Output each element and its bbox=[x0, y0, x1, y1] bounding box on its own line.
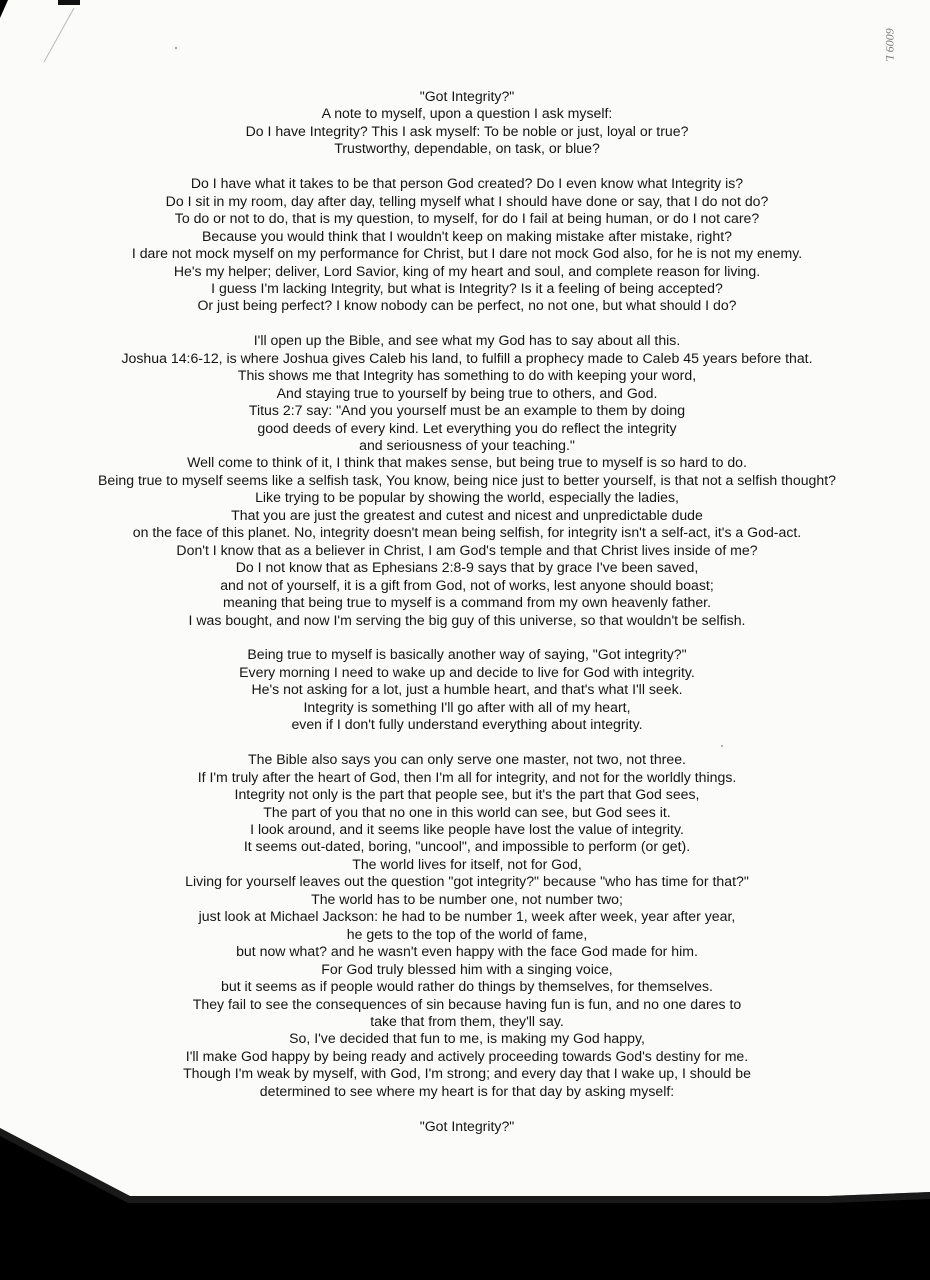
text-line: take that from them, they'll say. bbox=[370, 1012, 564, 1029]
text-line: It seems out-dated, boring, "uncool", and impossible to perform (or get). bbox=[243, 838, 691, 855]
text-line: A note to myself, upon a question I ask myself: bbox=[321, 105, 613, 122]
text-line: and seriousness of your teaching." bbox=[359, 437, 575, 454]
text-line: Joshua 14:6-12, is where Joshua gives Caleb his land, to fulfill a prophecy made to Caleb 45 years before that. bbox=[121, 349, 813, 366]
text-line: Like trying to be popular by showing the world, especially the ladies, bbox=[255, 489, 679, 506]
text-line: Well come to think of it, I think that makes sense, but being true to myself is so hard to do. bbox=[187, 454, 747, 471]
text-line: meaning that being true to myself is a command from my own heavenly father. bbox=[222, 594, 712, 611]
stanza bbox=[60, 751, 874, 1100]
text-line: The part of you that no one in this world can see, but God sees it. bbox=[263, 803, 671, 820]
text-line: I dare not mock myself on my performance for Christ, but I dare not mock God also, for he is not my enemy. bbox=[131, 245, 803, 262]
stanza-break bbox=[60, 158, 874, 175]
stanza bbox=[60, 88, 874, 158]
paper-speck bbox=[175, 47, 177, 49]
text-line: Do I sit in my room, day after day, telling myself what I should have done or say, that I do not do? bbox=[165, 192, 769, 209]
corner-tab bbox=[58, 0, 80, 5]
text-line: For God truly blessed him with a singing voice, bbox=[321, 960, 613, 977]
text-line: Titus 2:7 say: "And you yourself must be an example to them by doing bbox=[248, 402, 686, 419]
text-line: Do I not know that as Ephesians 2:8-9 says that by grace I've been saved, bbox=[235, 559, 699, 576]
text-line: Being true to myself seems like a selfish task, You know, being nice just to better yourself, is that not a selfish thought? bbox=[98, 471, 836, 488]
text-line: Every morning I need to wake up and decide to live for God with integrity. bbox=[239, 663, 695, 680]
text-line: "Got Integrity?" bbox=[419, 1117, 515, 1134]
text-line: good deeds of every kind. Let everything you do reflect the integrity bbox=[257, 419, 677, 436]
text-line: "Got Integrity?" bbox=[419, 88, 515, 104]
text-line: even if I don't fully understand everything about integrity. bbox=[291, 716, 643, 733]
text-line: He's my helper; deliver, Lord Savior, king of my heart and soul, and complete reason for living. bbox=[173, 262, 761, 279]
stanza-break bbox=[60, 1100, 874, 1117]
stanza bbox=[60, 1118, 874, 1135]
document-body bbox=[60, 88, 874, 1135]
text-line: The Bible also says you can only serve one master, not two, not three. bbox=[248, 751, 686, 768]
text-line: he gets to the top of the world of fame, bbox=[346, 925, 588, 942]
text-line: The world lives for itself, not for God, bbox=[352, 855, 582, 872]
text-line: but now what? and he wasn't even happy with the face God made for him. bbox=[236, 943, 698, 960]
text-line: He's not asking for a lot, just a humble heart, and that's what I'll seek. bbox=[251, 681, 683, 698]
text-line: Integrity not only is the part that people see, but it's the part that God sees, bbox=[234, 786, 700, 803]
text-line: Or just being perfect? I know nobody can be perfect, no not one, but what should I do? bbox=[197, 297, 737, 314]
text-line: The world has to be number one, not number two; bbox=[311, 890, 623, 907]
text-line: I'll open up the Bible, and see what my God has to say about all this. bbox=[253, 332, 681, 349]
text-line: determined to see where my heart is for that day by asking myself: bbox=[259, 1082, 675, 1099]
text-line: just look at Michael Jackson: he had to be number 1, week after week, year after year, bbox=[198, 908, 736, 925]
text-line: Integrity is something I'll go after with all of my heart, bbox=[303, 698, 631, 715]
stanza bbox=[60, 175, 874, 315]
text-line: I guess I'm lacking Integrity, but what is Integrity? Is it a feeling of being accepted? bbox=[211, 279, 723, 296]
text-line: If I'm truly after the heart of God, then I'm all for integrity, and not for the worldly things. bbox=[197, 768, 737, 785]
text-line: They fail to see the consequences of sin because having fun is fun, and no one dares to bbox=[192, 995, 742, 1012]
stanza-break bbox=[60, 734, 874, 751]
text-line: That you are just the greatest and cutest and nicest and unpredictable dude bbox=[231, 506, 703, 523]
text-line: Because you would think that I wouldn't keep on making mistake after mistake, right? bbox=[202, 227, 732, 244]
text-line: Do I have Integrity? This I ask myself: To be noble or just, loyal or true? bbox=[245, 122, 689, 139]
stanza bbox=[60, 646, 874, 733]
text-line: I'll make God happy by being ready and actively proceeding towards God's destiny for me. bbox=[185, 1047, 749, 1064]
text-line: To do or not to do, that is my question, to myself, for do I fail at being human, or do I not care? bbox=[174, 210, 760, 227]
text-line: Living for yourself leaves out the question "got integrity?" because "who has time for that?" bbox=[185, 873, 749, 890]
text-line: but it seems as if people would rather do things by themselves, for themselves. bbox=[221, 978, 713, 995]
text-line: and not of yourself, it is a gift from God, not of works, lest anyone should boast; bbox=[220, 576, 714, 593]
stanza-break bbox=[60, 629, 874, 646]
margin-handwritten-note: 6009 L bbox=[883, 28, 897, 62]
text-line: So, I've decided that fun to me, is making my God happy, bbox=[289, 1030, 645, 1047]
text-line: on the face of this planet. No, integrity doesn't mean being selfish, for integrity isn't a self-act, it's a God-act. bbox=[132, 524, 802, 541]
text-line: I look around, and it seems like people have lost the value of integrity. bbox=[250, 820, 684, 837]
text-line: Though I'm weak by myself, with God, I'm strong; and every day that I wake up, I should be bbox=[183, 1065, 751, 1082]
text-line: And staying true to yourself by being true to others, and God. bbox=[276, 384, 658, 401]
text-line: Being true to myself is basically another way of saying, "Got integrity?" bbox=[247, 646, 687, 663]
text-line: I was bought, and now I'm serving the big guy of this universe, so that wouldn't be selfish. bbox=[188, 611, 746, 628]
text-line: Trustworthy, dependable, on task, or blue? bbox=[334, 140, 600, 157]
text-line: This shows me that Integrity has something to do with keeping your word, bbox=[237, 367, 697, 384]
text-line: Don't I know that as a believer in Christ, I am God's temple and that Christ lives inside of me? bbox=[176, 541, 758, 558]
text-line: Do I have what it takes to be that person God created? Do I even know what Integrity is? bbox=[190, 175, 744, 192]
stanza bbox=[60, 332, 874, 629]
stanza-break bbox=[60, 315, 874, 332]
